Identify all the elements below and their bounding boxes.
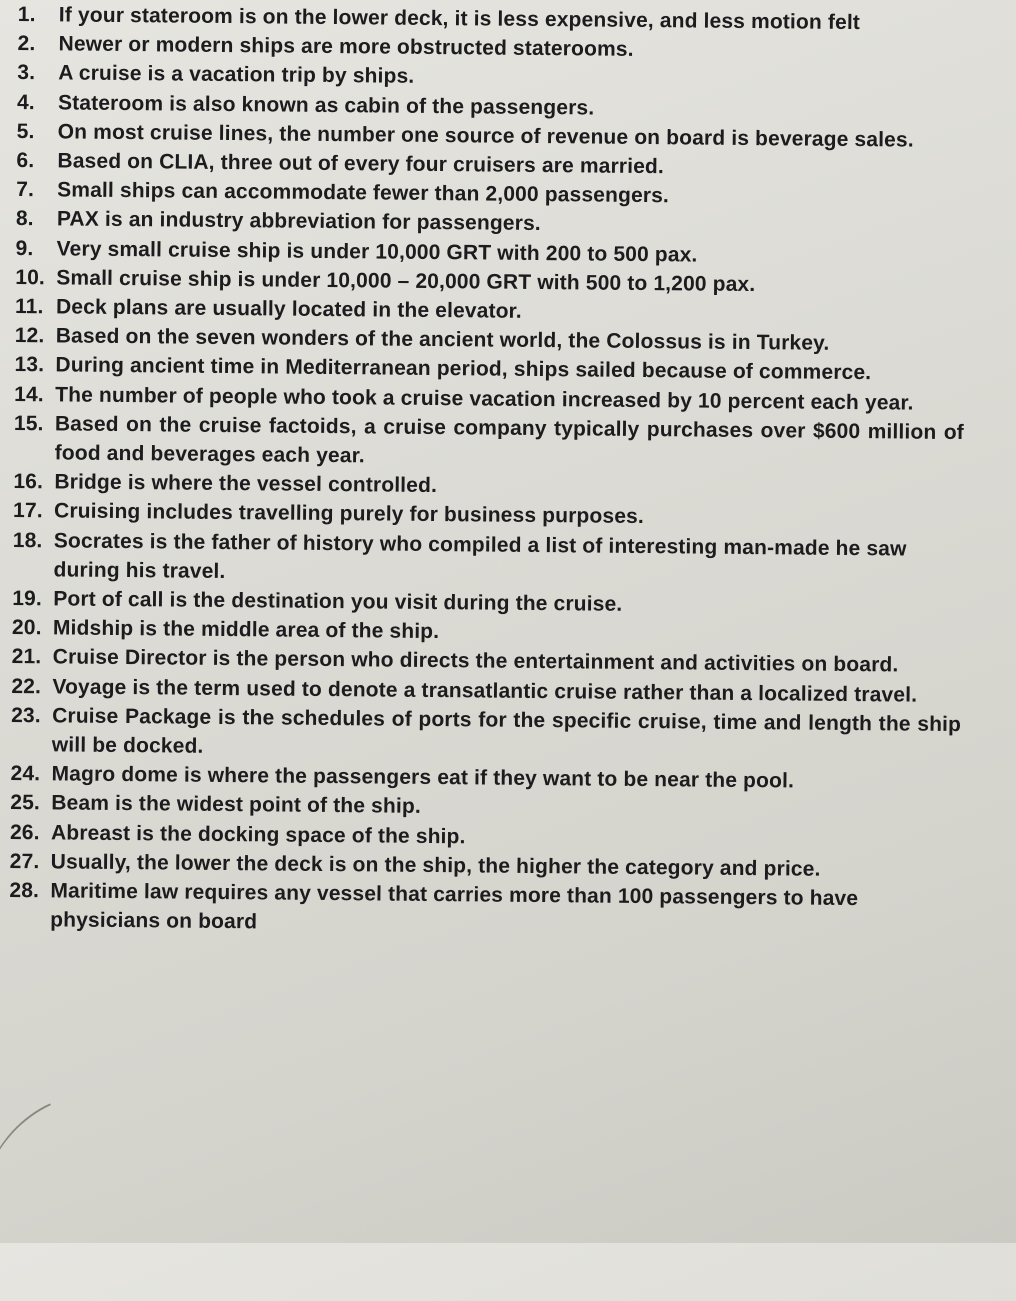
- item-number: 4.: [16, 90, 35, 114]
- item-number: 28.: [9, 879, 40, 903]
- item-text: Socrates is the father of history who compiled a list of interesting man-made he saw during his travel.: [53, 529, 907, 583]
- item-number: 11.: [14, 295, 44, 319]
- item-number: 2.: [17, 32, 36, 56]
- statement-list: [9, 0, 968, 944]
- item-text: Bridge is where the vessel controlled.: [54, 470, 438, 498]
- item-text: Newer or modern ships are more obstructed staterooms.: [58, 32, 634, 62]
- item-number: 14.: [14, 382, 44, 406]
- item-text: PAX is an industry abbreviation for passengers.: [56, 207, 541, 236]
- item-number: 5.: [16, 119, 35, 143]
- item-text: During ancient time in Mediterranean period, ships sailed because of commerce.: [55, 353, 872, 385]
- item-text: Port of call is the destination you visit during the cruise.: [53, 587, 623, 616]
- item-number: 16.: [13, 470, 44, 494]
- item-number: 24.: [10, 762, 41, 786]
- item-number: 25.: [10, 791, 41, 815]
- item-text: A cruise is a vacation trip by ships.: [58, 61, 415, 89]
- item-number: 21.: [11, 645, 42, 669]
- item-text: Based on the seven wonders of the ancient world, the Colossus is in Turkey.: [55, 324, 830, 356]
- item-text: Abreast is the docking space of the ship.: [50, 821, 466, 849]
- item-number: 20.: [11, 616, 42, 640]
- item-text: Deck plans are usually located in the elevator.: [55, 295, 522, 323]
- item-text: On most cruise lines, the number one source of revenue on board is beverage sales.: [57, 120, 914, 152]
- item-text: Very small cruise ship is under 10,000 GRT with 200 to 500 pax.: [56, 237, 698, 267]
- item-text: Stateroom is also known as cabin of the passengers.: [57, 90, 595, 120]
- item-number: 1.: [17, 2, 36, 27]
- item-number: 27.: [9, 849, 40, 874]
- item-number: 7.: [16, 178, 35, 202]
- item-text: If your stateroom is on the lower deck, it is less expensive, and less motion felt: [58, 3, 861, 35]
- item-text: Cruise Package is the schedules of ports for the specific cruise, time and length the ship will be docked.: [51, 704, 962, 758]
- item-number: 6.: [16, 149, 35, 173]
- item-text: Cruising includes travelling purely for business purposes.: [53, 499, 645, 529]
- item-number: 10.: [15, 265, 46, 290]
- item-text: Based on the cruise factoids, a cruise company typically purchases over $600 million of food and beverages each year.: [54, 412, 965, 468]
- item-number: 22.: [11, 674, 42, 698]
- list-item: [11, 701, 962, 769]
- item-text: Voyage is the term used to denote a transatlantic cruise rather than a localized travel.: [52, 675, 918, 707]
- item-number: 9.: [15, 236, 34, 260]
- item-text: Cruise Director is the person who directs the entertainment and activities on board.: [52, 645, 899, 677]
- item-number: 26.: [9, 820, 40, 844]
- item-number: 19.: [12, 587, 43, 611]
- item-text: The number of people who took a cruise vacation increased by 10 percent each year.: [55, 383, 914, 415]
- item-number: 17.: [12, 499, 43, 523]
- item-text: Based on CLIA, three out of every four cruisers are married.: [57, 149, 665, 179]
- item-number: 8.: [15, 207, 34, 231]
- item-number: 23.: [11, 703, 41, 728]
- item-text: Small cruise ship is under 10,000 – 20,000 GRT with 500 to 1,200 pax.: [56, 266, 756, 296]
- list-item: [14, 409, 965, 477]
- item-number: 13.: [14, 353, 45, 377]
- item-number: 15.: [13, 411, 44, 436]
- item-text: Midship is the middle area of the ship.: [52, 616, 440, 644]
- item-text: Usually, the lower the deck is on the ship, the higher the category and price.: [50, 850, 821, 881]
- item-text: Magro dome is where the passengers eat if they want to be near the pool.: [51, 762, 795, 793]
- list-item: [9, 876, 960, 944]
- paper-fold-shadow: [0, 1103, 119, 1301]
- item-number: 3.: [17, 61, 36, 85]
- item-text: Small ships can accommodate fewer than 2,000 passengers.: [57, 178, 670, 208]
- item-text: Beam is the widest point of the ship.: [51, 791, 421, 819]
- item-text: Maritime law requires any vessel that carries more than 100 passengers to have physicians on board: [50, 879, 859, 934]
- item-number: 12.: [14, 324, 45, 348]
- item-number: 18.: [12, 528, 43, 552]
- list-item: [12, 526, 963, 594]
